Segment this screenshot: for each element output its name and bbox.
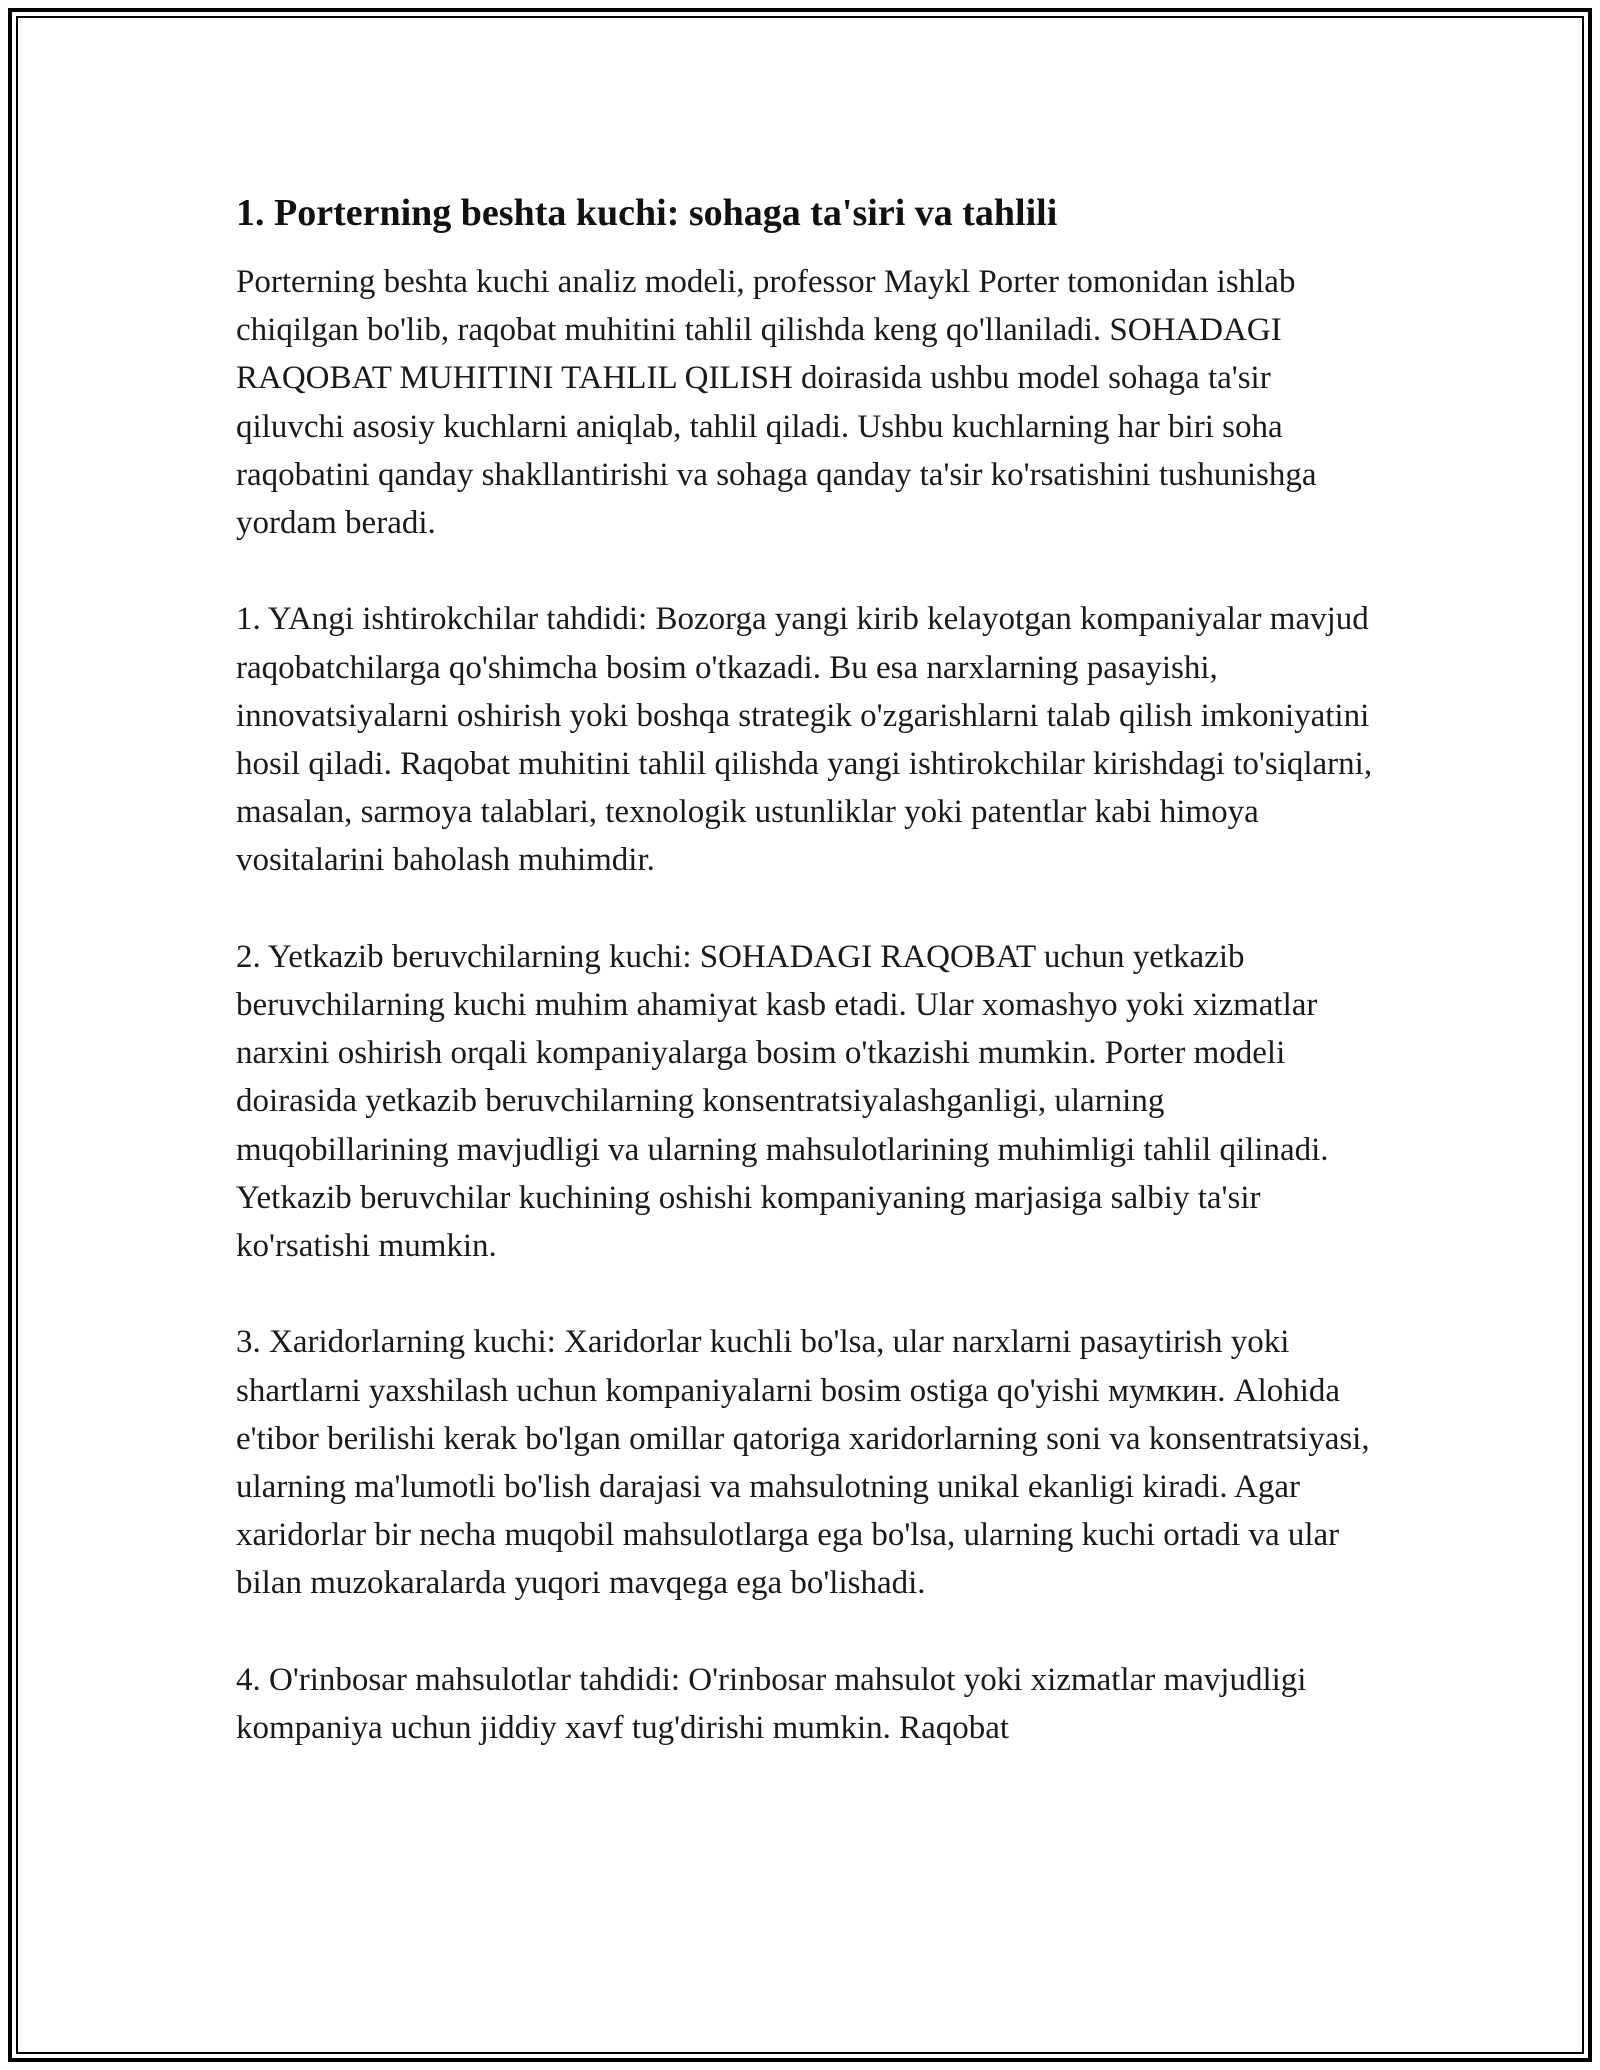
paragraph-substitutes: 4. O'rinbosar mahsulotlar tahdidi: O'rinbosar mahsulot yoki xizmatlar mavjudligi kompaniya uchun jiddiy xavf tug'dirishi mumkin. Raqobat [236, 1661, 1307, 1747]
paragraph-new-entrants: 1. YAngi ishtirokchilar tahdidi: Bozorga yangi kirib kelayotgan kompaniyalar mavjud raqobatchilarga qo'shimcha bosim o'tkazadi. Bu esa narxlarning pasayishi, innovatsiyalarni oshirish yoki boshqa strategik o'zgarishlarni talab qilish imkoniyatini hosil qiladi. Raqobat muhitini tahlil qilishda yangi ishtirokchilar kirishdagi to'siqlarni, masalan, sarmoya talablari, texnologik ustunliklar yoki patentlar kabi himoya vositalarini baholash muhimdir. [236, 601, 1373, 879]
document-body [236, 188, 1376, 1800]
page-title: 1. Porterning beshta kuchi: sohaga ta'siri va tahlili [236, 192, 1058, 234]
paragraph-buyer-power: 3. Xaridorlarning kuchi: Xaridorlar kuchli bo'lsa, ular narxlarni pasaytirish yoki shartlarni yaxshilash uchun kompaniyalarni bosim ostiga qo'yishi мумкин. Alohida e'tibor berilishi kerak bo'lgan omillar qatoriga xaridorlarning soni va konsentratsiyasi, ularning ma'lumotli bo'lish darajasi va mahsulotning unikal ekanligi kiradi. Agar xaridorlar bir necha muqobil mahsulotlarga ega bo'lsa, ularning kuchi ortadi va ular bilan muzokaralarda yuqori mavqega ega bo'lishadi. [236, 1324, 1370, 1602]
paragraph-supplier-power: 2. Yetkazib beruvchilarning kuchi: SOHADAGI RAQOBAT uchun yetkazib beruvchilarning kuchi muhim ahamiyat kasb etadi. Ular xomashyo yoki xizmatlar narxini oshirish orqali kompaniyalarga bosim o'tkazishi mumkin. Porter modeli doirasida yetkazib beruvchilarning konsentratsiyalashganligi, ularning muqobillarining mavjudligi va ularning mahsulotlarining muhimligi tahlil qilinadi. Yetkazib beruvchilar kuchining oshishi kompaniyaning marjasiga salbiy ta'sir ko'rsatishi mumkin. [236, 938, 1329, 1265]
intro-paragraph: Porterning beshta kuchi analiz modeli, professor Maykl Porter tomonidan ishlab chiqilgan bo'lib, raqobat muhitini tahlil qilishda keng qo'llaniladi. SOHADAGI RAQOBAT MUHITINI TAHLIL QILISH doirasida ushbu model sohaga ta'sir qiluvchi asosiy kuchlarni aniqlab, tahlil qiladi. Ushbu kuchlarning har biri soha raqobatini qanday shakllantirishi va sohaga qanday ta'sir ko'rsatishini tushunishga yordam beradi. [236, 264, 1317, 542]
